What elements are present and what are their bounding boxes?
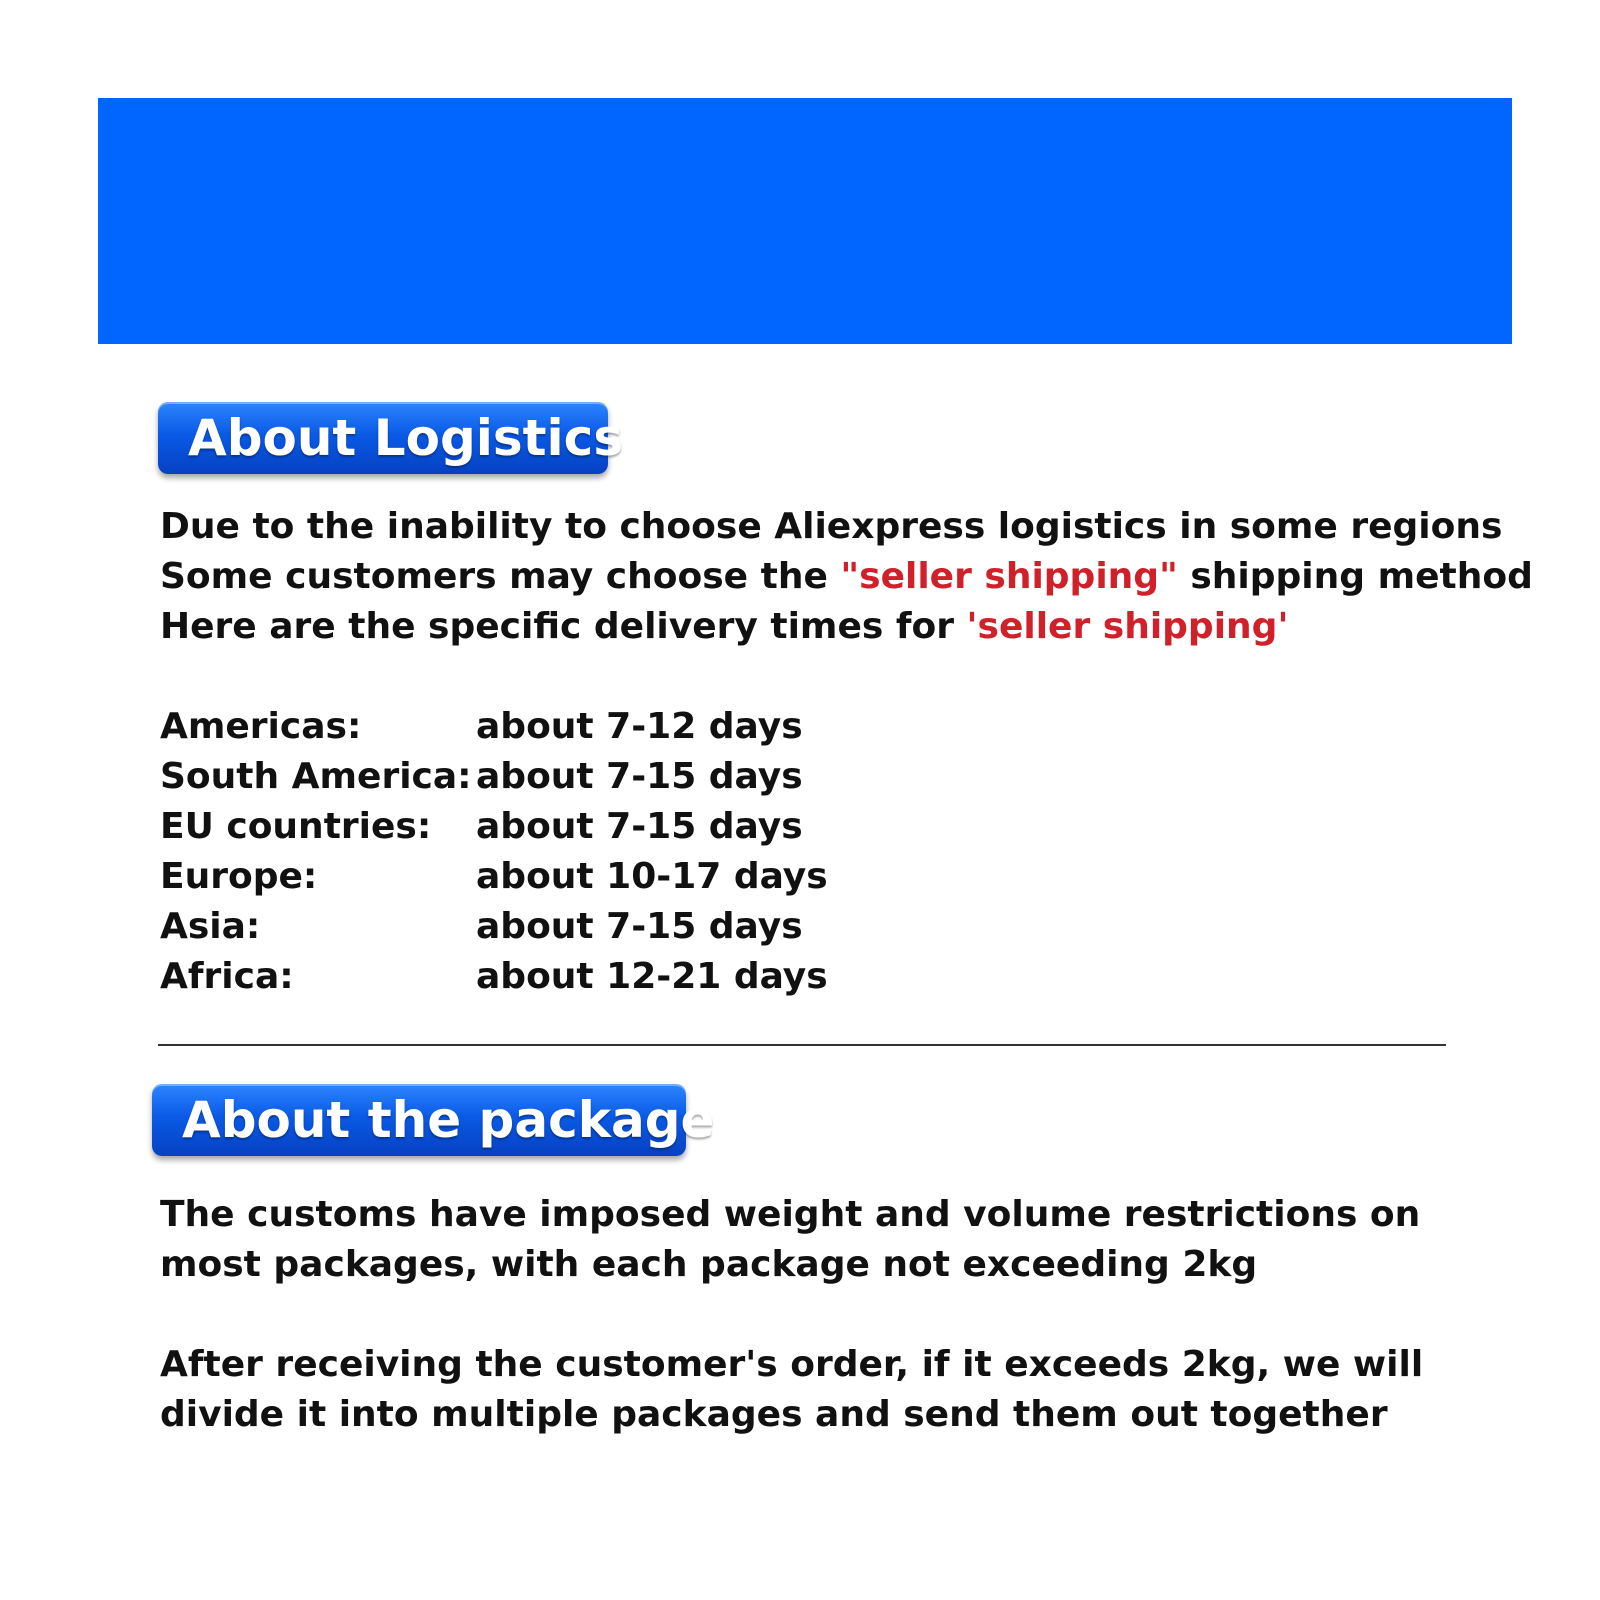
logistics-intro [160,502,1533,652]
section-divider [158,1044,1446,1046]
seller-shipping-highlight-2: 'seller shipping' [966,606,1289,647]
package-para-1-line-2: most packages, with each package not exceeding 2kg [160,1244,1258,1285]
package-paragraph-1 [160,1190,1420,1290]
region-label: Africa: [160,956,294,997]
delivery-row-africa [160,952,828,1002]
delivery-days: about 12-21 days [476,956,828,997]
package-para-2-line-2: divide it into multiple packages and send them out together [160,1394,1388,1435]
package-para-2-line-1: After receiving the customer's order, if it exceeds 2kg, we will [160,1344,1424,1385]
delivery-row-europe [160,852,828,902]
intro-line-2 [160,552,1533,602]
about-logistics-heading: About Logistics [158,402,608,474]
delivery-row-eu-countries [160,802,828,852]
region-label: Asia: [160,906,261,947]
region-label: Americas: [160,706,362,747]
package-para-1-line-1: The customs have imposed weight and volume restrictions on [160,1194,1421,1235]
intro-line-2-post: shipping method [1177,556,1533,597]
delivery-days: about 7-15 days [476,806,803,847]
intro-line-3-pre: Here are the specific delivery times for [160,606,967,647]
delivery-row-asia [160,902,828,952]
delivery-days: about 7-15 days [476,756,803,797]
region-label: Europe: [160,856,318,897]
package-paragraph-2 [160,1340,1423,1440]
seller-shipping-highlight-1: "seller shipping" [840,556,1178,597]
intro-line-2-pre: Some customers may choose the [160,556,841,597]
delivery-row-americas [160,702,828,752]
delivery-days: about 10-17 days [476,856,828,897]
intro-line-1: Due to the inability to choose Aliexpress logistics in some regions [160,506,1503,547]
about-package-heading: About the package [152,1084,686,1156]
delivery-days: about 7-12 days [476,706,803,747]
region-label: EU countries: [160,806,432,847]
top-banner [98,98,1512,344]
delivery-times-list [160,702,828,1002]
intro-line-3 [160,602,1533,652]
delivery-days: about 7-15 days [476,906,803,947]
delivery-row-south-america [160,752,828,802]
region-label: South America: [160,756,472,797]
